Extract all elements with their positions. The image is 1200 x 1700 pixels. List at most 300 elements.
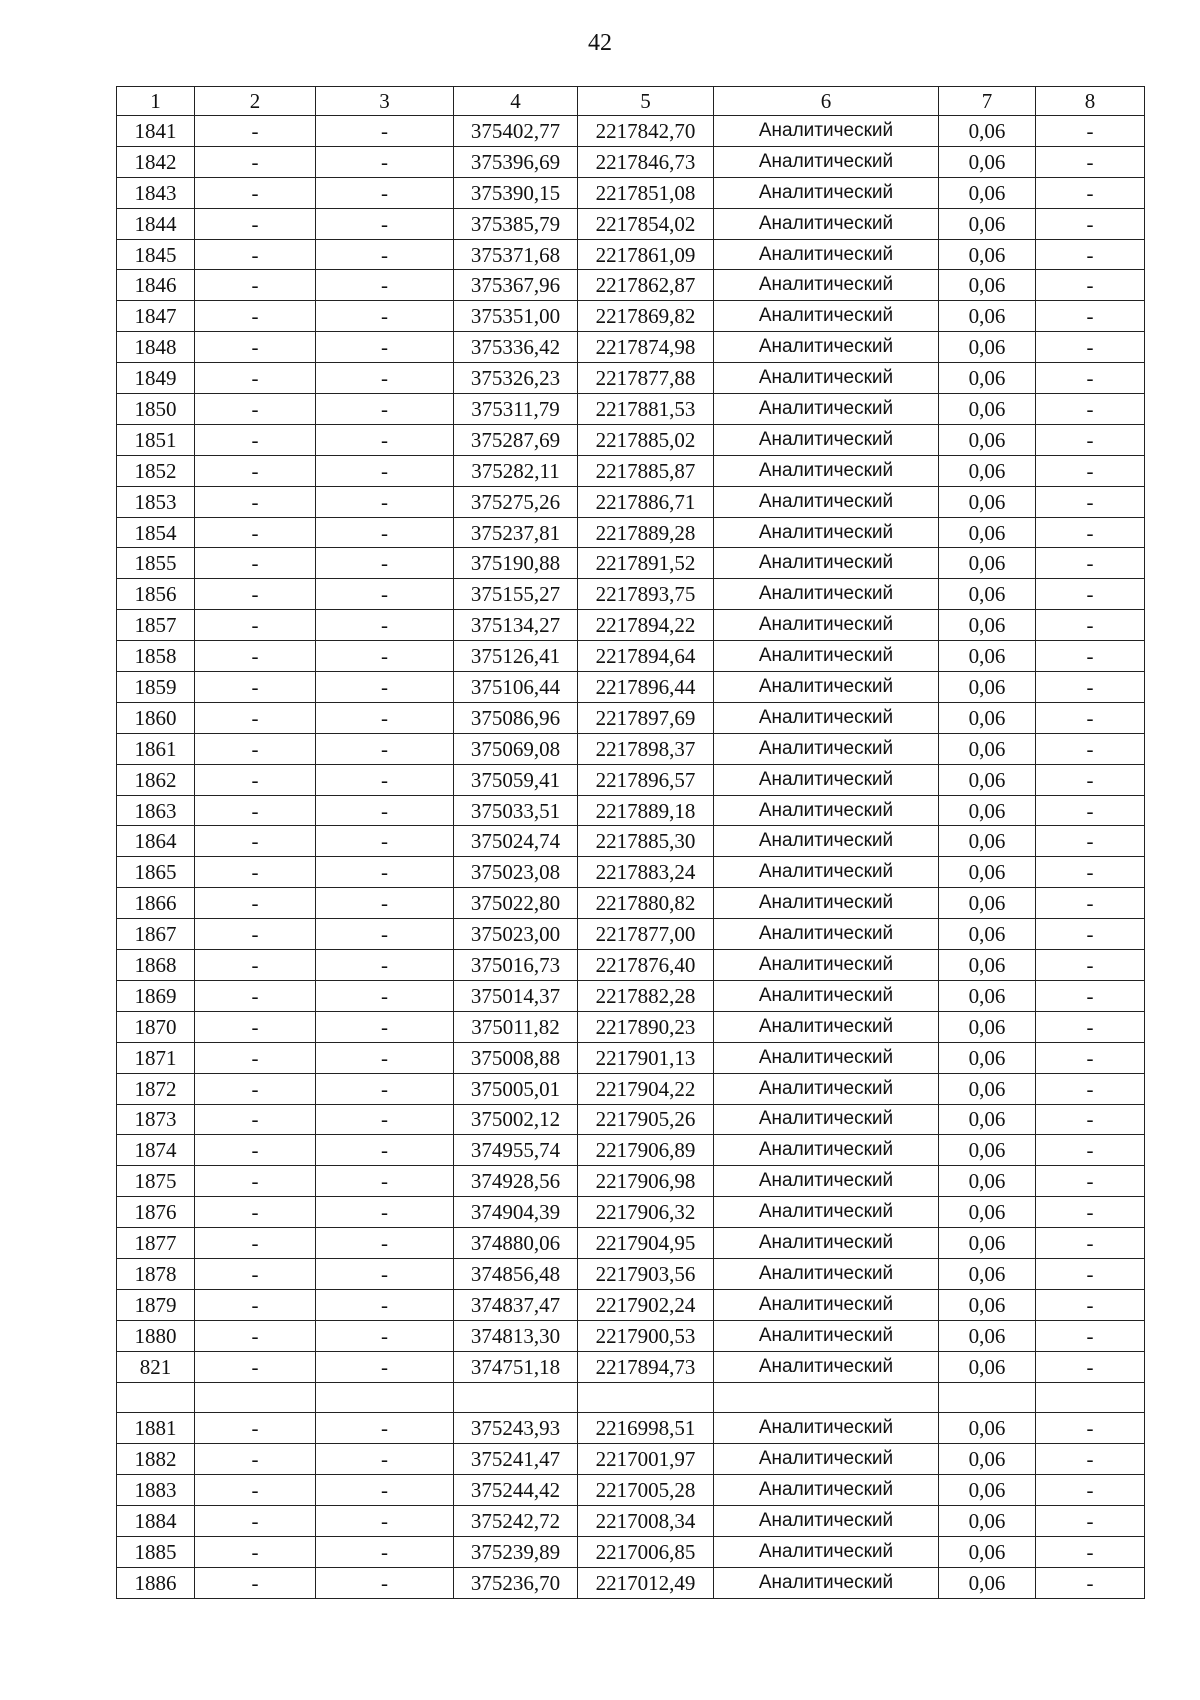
- x-coordinate-cell: 375275,26: [454, 486, 578, 517]
- x-coordinate-cell: 375134,27: [454, 610, 578, 641]
- point-number-cell: 1864: [117, 826, 195, 857]
- accuracy-cell: 0,06: [939, 208, 1036, 239]
- point-number-cell: 1851: [117, 424, 195, 455]
- method-cell: Аналитический: [714, 857, 939, 888]
- y-coordinate-cell: 2217898,37: [578, 733, 714, 764]
- accuracy-cell: 0,06: [939, 1042, 1036, 1073]
- table-row: [117, 1042, 1145, 1073]
- y-coordinate-cell: 2217904,95: [578, 1228, 714, 1259]
- x-coordinate-cell: 375282,11: [454, 455, 578, 486]
- col-2-cell: -: [195, 733, 316, 764]
- method-cell: Аналитический: [714, 1475, 939, 1506]
- col-3-cell: -: [316, 610, 454, 641]
- col-8-cell: -: [1036, 579, 1145, 610]
- col-2-cell: -: [195, 1567, 316, 1598]
- method-cell: Аналитический: [714, 1289, 939, 1320]
- point-number-cell: 1880: [117, 1320, 195, 1351]
- x-coordinate-cell: 375086,96: [454, 702, 578, 733]
- y-coordinate-cell: 2217886,71: [578, 486, 714, 517]
- x-coordinate-cell: 375311,79: [454, 394, 578, 425]
- y-coordinate-cell: 2217882,28: [578, 980, 714, 1011]
- table-row: [117, 1166, 1145, 1197]
- col-3-cell: -: [316, 1104, 454, 1135]
- table-row: [117, 1320, 1145, 1351]
- col-3-cell: -: [316, 950, 454, 981]
- header-cell: 1: [117, 87, 195, 116]
- col-2-cell: -: [195, 548, 316, 579]
- point-number-cell: 1853: [117, 486, 195, 517]
- accuracy-cell: 0,06: [939, 363, 1036, 394]
- method-cell: Аналитический: [714, 764, 939, 795]
- table-row: [117, 1197, 1145, 1228]
- point-number-cell: 1861: [117, 733, 195, 764]
- method-cell: Аналитический: [714, 826, 939, 857]
- x-coordinate-cell: 375033,51: [454, 795, 578, 826]
- table-row: [117, 486, 1145, 517]
- col-2-cell: -: [195, 301, 316, 332]
- col-8-cell: -: [1036, 980, 1145, 1011]
- x-coordinate-cell: 375367,96: [454, 270, 578, 301]
- col-3-cell: -: [316, 919, 454, 950]
- col-2-cell: -: [195, 1073, 316, 1104]
- y-coordinate-cell: 2217880,82: [578, 888, 714, 919]
- table-row: [117, 1351, 1145, 1382]
- col-3-cell: -: [316, 1258, 454, 1289]
- y-coordinate-cell: 2217005,28: [578, 1475, 714, 1506]
- method-cell: Аналитический: [714, 919, 939, 950]
- x-coordinate-cell: 375023,00: [454, 919, 578, 950]
- table-body: [117, 116, 1145, 1599]
- accuracy-cell: 0,06: [939, 1536, 1036, 1567]
- point-number-cell: 1854: [117, 517, 195, 548]
- x-coordinate-cell: 374955,74: [454, 1135, 578, 1166]
- x-coordinate-cell: 375106,44: [454, 672, 578, 703]
- method-cell: Аналитический: [714, 1073, 939, 1104]
- x-coordinate-cell: 375326,23: [454, 363, 578, 394]
- col-8-cell: -: [1036, 919, 1145, 950]
- accuracy-cell: 0,06: [939, 1567, 1036, 1598]
- table-row: [117, 332, 1145, 363]
- accuracy-cell: 0,06: [939, 270, 1036, 301]
- accuracy-cell: 0,06: [939, 1444, 1036, 1475]
- col-3-cell: -: [316, 270, 454, 301]
- y-coordinate-cell: 2217883,24: [578, 857, 714, 888]
- col-2-cell: -: [195, 702, 316, 733]
- col-8-cell: -: [1036, 1567, 1145, 1598]
- x-coordinate-cell: 375190,88: [454, 548, 578, 579]
- x-coordinate-cell: 375237,81: [454, 517, 578, 548]
- col-8-cell: -: [1036, 1444, 1145, 1475]
- col-3-cell: -: [316, 1042, 454, 1073]
- col-2-cell: -: [195, 394, 316, 425]
- point-number-cell: 1876: [117, 1197, 195, 1228]
- y-coordinate-cell: 2217904,22: [578, 1073, 714, 1104]
- empty-cell: [714, 1382, 939, 1413]
- method-cell: Аналитический: [714, 1320, 939, 1351]
- method-cell: Аналитический: [714, 394, 939, 425]
- method-cell: Аналитический: [714, 1258, 939, 1289]
- x-coordinate-cell: 375236,70: [454, 1567, 578, 1598]
- y-coordinate-cell: 2217889,28: [578, 517, 714, 548]
- point-number-cell: 1870: [117, 1011, 195, 1042]
- header-cell: 6: [714, 87, 939, 116]
- col-2-cell: -: [195, 950, 316, 981]
- col-3-cell: -: [316, 672, 454, 703]
- col-3-cell: -: [316, 1011, 454, 1042]
- accuracy-cell: 0,06: [939, 919, 1036, 950]
- col-2-cell: -: [195, 610, 316, 641]
- method-cell: Аналитический: [714, 1197, 939, 1228]
- col-8-cell: -: [1036, 1536, 1145, 1567]
- col-3-cell: -: [316, 239, 454, 270]
- table-row: [117, 1444, 1145, 1475]
- col-2-cell: -: [195, 146, 316, 177]
- x-coordinate-cell: 375024,74: [454, 826, 578, 857]
- header-cell: 4: [454, 87, 578, 116]
- point-number-cell: 1873: [117, 1104, 195, 1135]
- y-coordinate-cell: 2217006,85: [578, 1536, 714, 1567]
- x-coordinate-cell: 375396,69: [454, 146, 578, 177]
- accuracy-cell: 0,06: [939, 486, 1036, 517]
- x-coordinate-cell: 375385,79: [454, 208, 578, 239]
- accuracy-cell: 0,06: [939, 702, 1036, 733]
- y-coordinate-cell: 2217906,89: [578, 1135, 714, 1166]
- col-8-cell: -: [1036, 239, 1145, 270]
- col-2-cell: -: [195, 857, 316, 888]
- method-cell: Аналитический: [714, 424, 939, 455]
- method-cell: Аналитический: [714, 1011, 939, 1042]
- col-2-cell: -: [195, 1351, 316, 1382]
- col-3-cell: -: [316, 208, 454, 239]
- table-row: [117, 1506, 1145, 1537]
- table-row: [117, 980, 1145, 1011]
- col-8-cell: -: [1036, 517, 1145, 548]
- col-2-cell: -: [195, 672, 316, 703]
- y-coordinate-cell: 2217885,02: [578, 424, 714, 455]
- col-2-cell: -: [195, 641, 316, 672]
- col-2-cell: -: [195, 1506, 316, 1537]
- col-8-cell: -: [1036, 795, 1145, 826]
- col-3-cell: -: [316, 1444, 454, 1475]
- point-number-cell: 1858: [117, 641, 195, 672]
- point-number-cell: 1883: [117, 1475, 195, 1506]
- col-3-cell: -: [316, 1166, 454, 1197]
- col-8-cell: -: [1036, 1135, 1145, 1166]
- method-cell: Аналитический: [714, 641, 939, 672]
- x-coordinate-cell: 375241,47: [454, 1444, 578, 1475]
- col-8-cell: -: [1036, 733, 1145, 764]
- table-row: [117, 579, 1145, 610]
- point-number-cell: 1848: [117, 332, 195, 363]
- table-row: [117, 1135, 1145, 1166]
- accuracy-cell: 0,06: [939, 1166, 1036, 1197]
- y-coordinate-cell: 2217876,40: [578, 950, 714, 981]
- accuracy-cell: 0,06: [939, 579, 1036, 610]
- col-3-cell: -: [316, 146, 454, 177]
- col-8-cell: -: [1036, 1073, 1145, 1104]
- col-3-cell: -: [316, 1567, 454, 1598]
- x-coordinate-cell: 375059,41: [454, 764, 578, 795]
- col-3-cell: -: [316, 177, 454, 208]
- method-cell: Аналитический: [714, 455, 939, 486]
- header-cell: 8: [1036, 87, 1145, 116]
- y-coordinate-cell: 2217854,02: [578, 208, 714, 239]
- col-8-cell: -: [1036, 301, 1145, 332]
- y-coordinate-cell: 2217901,13: [578, 1042, 714, 1073]
- point-number-cell: 1846: [117, 270, 195, 301]
- method-cell: Аналитический: [714, 672, 939, 703]
- table-row: [117, 888, 1145, 919]
- col-2-cell: -: [195, 1536, 316, 1567]
- point-number-cell: 1842: [117, 146, 195, 177]
- table-row: [117, 1073, 1145, 1104]
- accuracy-cell: 0,06: [939, 1289, 1036, 1320]
- method-cell: Аналитический: [714, 1444, 939, 1475]
- col-3-cell: -: [316, 1475, 454, 1506]
- method-cell: Аналитический: [714, 146, 939, 177]
- col-2-cell: -: [195, 455, 316, 486]
- method-cell: Аналитический: [714, 1413, 939, 1444]
- y-coordinate-cell: 2217885,87: [578, 455, 714, 486]
- col-2-cell: -: [195, 1011, 316, 1042]
- col-8-cell: -: [1036, 1413, 1145, 1444]
- col-2-cell: -: [195, 270, 316, 301]
- col-3-cell: -: [316, 332, 454, 363]
- point-number-cell: 1868: [117, 950, 195, 981]
- col-2-cell: -: [195, 1320, 316, 1351]
- col-2-cell: -: [195, 1413, 316, 1444]
- col-2-cell: -: [195, 1258, 316, 1289]
- point-number-cell: 1850: [117, 394, 195, 425]
- col-8-cell: -: [1036, 332, 1145, 363]
- coordinates-table: [116, 86, 1145, 1599]
- y-coordinate-cell: 2217896,57: [578, 764, 714, 795]
- col-2-cell: -: [195, 1166, 316, 1197]
- x-coordinate-cell: 374751,18: [454, 1351, 578, 1382]
- col-8-cell: -: [1036, 116, 1145, 147]
- x-coordinate-cell: 374837,47: [454, 1289, 578, 1320]
- point-number-cell: 1863: [117, 795, 195, 826]
- col-2-cell: -: [195, 116, 316, 147]
- point-number-cell: 1865: [117, 857, 195, 888]
- col-2-cell: -: [195, 1197, 316, 1228]
- point-number-cell: 1862: [117, 764, 195, 795]
- col-2-cell: -: [195, 1042, 316, 1073]
- point-number-cell: 1841: [117, 116, 195, 147]
- col-3-cell: -: [316, 826, 454, 857]
- x-coordinate-cell: 375155,27: [454, 579, 578, 610]
- method-cell: Аналитический: [714, 270, 939, 301]
- y-coordinate-cell: 2217877,00: [578, 919, 714, 950]
- col-2-cell: -: [195, 764, 316, 795]
- col-8-cell: -: [1036, 1258, 1145, 1289]
- y-coordinate-cell: 2217851,08: [578, 177, 714, 208]
- method-cell: Аналитический: [714, 1104, 939, 1135]
- y-coordinate-cell: 2217885,30: [578, 826, 714, 857]
- point-number-cell: 1874: [117, 1135, 195, 1166]
- col-2-cell: -: [195, 980, 316, 1011]
- empty-cell: [454, 1382, 578, 1413]
- method-cell: Аналитический: [714, 702, 939, 733]
- col-3-cell: -: [316, 1506, 454, 1537]
- accuracy-cell: 0,06: [939, 239, 1036, 270]
- col-8-cell: -: [1036, 826, 1145, 857]
- y-coordinate-cell: 2217900,53: [578, 1320, 714, 1351]
- x-coordinate-cell: 375022,80: [454, 888, 578, 919]
- point-number-cell: 1844: [117, 208, 195, 239]
- col-3-cell: -: [316, 702, 454, 733]
- y-coordinate-cell: 2217902,24: [578, 1289, 714, 1320]
- col-2-cell: -: [195, 888, 316, 919]
- y-coordinate-cell: 2217846,73: [578, 146, 714, 177]
- y-coordinate-cell: 2217905,26: [578, 1104, 714, 1135]
- col-3-cell: -: [316, 394, 454, 425]
- table-row: [117, 1536, 1145, 1567]
- table-row: [117, 1011, 1145, 1042]
- col-2-cell: -: [195, 424, 316, 455]
- method-cell: Аналитический: [714, 610, 939, 641]
- method-cell: Аналитический: [714, 1166, 939, 1197]
- y-coordinate-cell: 2217894,64: [578, 641, 714, 672]
- y-coordinate-cell: 2216998,51: [578, 1413, 714, 1444]
- method-cell: Аналитический: [714, 1567, 939, 1598]
- x-coordinate-cell: 375336,42: [454, 332, 578, 363]
- x-coordinate-cell: 375239,89: [454, 1536, 578, 1567]
- table-row: [117, 857, 1145, 888]
- x-coordinate-cell: 375242,72: [454, 1506, 578, 1537]
- method-cell: Аналитический: [714, 1536, 939, 1567]
- col-3-cell: -: [316, 548, 454, 579]
- method-cell: Аналитический: [714, 239, 939, 270]
- y-coordinate-cell: 2217889,18: [578, 795, 714, 826]
- header-cell: 2: [195, 87, 316, 116]
- point-number-cell: 1857: [117, 610, 195, 641]
- col-3-cell: -: [316, 795, 454, 826]
- accuracy-cell: 0,06: [939, 857, 1036, 888]
- point-number-cell: 1859: [117, 672, 195, 703]
- accuracy-cell: 0,06: [939, 1351, 1036, 1382]
- col-8-cell: -: [1036, 1166, 1145, 1197]
- col-8-cell: -: [1036, 1104, 1145, 1135]
- col-2-cell: -: [195, 1289, 316, 1320]
- col-8-cell: -: [1036, 672, 1145, 703]
- col-3-cell: -: [316, 1536, 454, 1567]
- col-3-cell: -: [316, 888, 454, 919]
- empty-cell: [316, 1382, 454, 1413]
- x-coordinate-cell: 375371,68: [454, 239, 578, 270]
- method-cell: Аналитический: [714, 579, 939, 610]
- accuracy-cell: 0,06: [939, 332, 1036, 363]
- point-number-cell: 1847: [117, 301, 195, 332]
- table-row: [117, 517, 1145, 548]
- y-coordinate-cell: 2217869,82: [578, 301, 714, 332]
- point-number-cell: 1856: [117, 579, 195, 610]
- x-coordinate-cell: 375126,41: [454, 641, 578, 672]
- x-coordinate-cell: 374904,39: [454, 1197, 578, 1228]
- point-number-cell: 1866: [117, 888, 195, 919]
- y-coordinate-cell: 2217874,98: [578, 332, 714, 363]
- x-coordinate-cell: 375005,01: [454, 1073, 578, 1104]
- x-coordinate-cell: 375287,69: [454, 424, 578, 455]
- col-8-cell: -: [1036, 208, 1145, 239]
- col-8-cell: -: [1036, 1228, 1145, 1259]
- point-number-cell: 1855: [117, 548, 195, 579]
- y-coordinate-cell: 2217893,75: [578, 579, 714, 610]
- table-row: [117, 177, 1145, 208]
- empty-cell: [1036, 1382, 1145, 1413]
- accuracy-cell: 0,06: [939, 455, 1036, 486]
- y-coordinate-cell: 2217894,73: [578, 1351, 714, 1382]
- y-coordinate-cell: 2217008,34: [578, 1506, 714, 1537]
- col-3-cell: -: [316, 1351, 454, 1382]
- y-coordinate-cell: 2217862,87: [578, 270, 714, 301]
- accuracy-cell: 0,06: [939, 826, 1036, 857]
- col-2-cell: -: [195, 795, 316, 826]
- table-row: [117, 950, 1145, 981]
- table-row: [117, 455, 1145, 486]
- accuracy-cell: 0,06: [939, 394, 1036, 425]
- table-row: [117, 1104, 1145, 1135]
- col-8-cell: -: [1036, 270, 1145, 301]
- col-2-cell: -: [195, 332, 316, 363]
- accuracy-cell: 0,06: [939, 980, 1036, 1011]
- accuracy-cell: 0,06: [939, 1506, 1036, 1537]
- table-row: [117, 641, 1145, 672]
- method-cell: Аналитический: [714, 332, 939, 363]
- col-2-cell: -: [195, 208, 316, 239]
- x-coordinate-cell: 375016,73: [454, 950, 578, 981]
- table-row: [117, 270, 1145, 301]
- col-3-cell: -: [316, 733, 454, 764]
- accuracy-cell: 0,06: [939, 950, 1036, 981]
- col-2-cell: -: [195, 363, 316, 394]
- x-coordinate-cell: 375402,77: [454, 116, 578, 147]
- y-coordinate-cell: 2217877,88: [578, 363, 714, 394]
- y-coordinate-cell: 2217906,32: [578, 1197, 714, 1228]
- point-number-cell: 1869: [117, 980, 195, 1011]
- table-row: [117, 764, 1145, 795]
- col-2-cell: -: [195, 1444, 316, 1475]
- method-cell: Аналитический: [714, 980, 939, 1011]
- table-row: [117, 116, 1145, 147]
- accuracy-cell: 0,06: [939, 641, 1036, 672]
- col-3-cell: -: [316, 641, 454, 672]
- col-3-cell: -: [316, 980, 454, 1011]
- accuracy-cell: 0,06: [939, 764, 1036, 795]
- accuracy-cell: 0,06: [939, 1228, 1036, 1259]
- header-cell: 3: [316, 87, 454, 116]
- col-3-cell: -: [316, 1289, 454, 1320]
- col-8-cell: -: [1036, 1011, 1145, 1042]
- method-cell: Аналитический: [714, 208, 939, 239]
- table-row: [117, 239, 1145, 270]
- x-coordinate-cell: 374856,48: [454, 1258, 578, 1289]
- x-coordinate-cell: 375390,15: [454, 177, 578, 208]
- col-8-cell: -: [1036, 1197, 1145, 1228]
- col-3-cell: -: [316, 1228, 454, 1259]
- table-row: [117, 672, 1145, 703]
- table-row: [117, 363, 1145, 394]
- col-8-cell: -: [1036, 1351, 1145, 1382]
- x-coordinate-cell: 375011,82: [454, 1011, 578, 1042]
- accuracy-cell: 0,06: [939, 1320, 1036, 1351]
- y-coordinate-cell: 2217906,98: [578, 1166, 714, 1197]
- method-cell: Аналитический: [714, 486, 939, 517]
- col-8-cell: -: [1036, 857, 1145, 888]
- table-row: [117, 424, 1145, 455]
- method-cell: Аналитический: [714, 177, 939, 208]
- method-cell: Аналитический: [714, 1042, 939, 1073]
